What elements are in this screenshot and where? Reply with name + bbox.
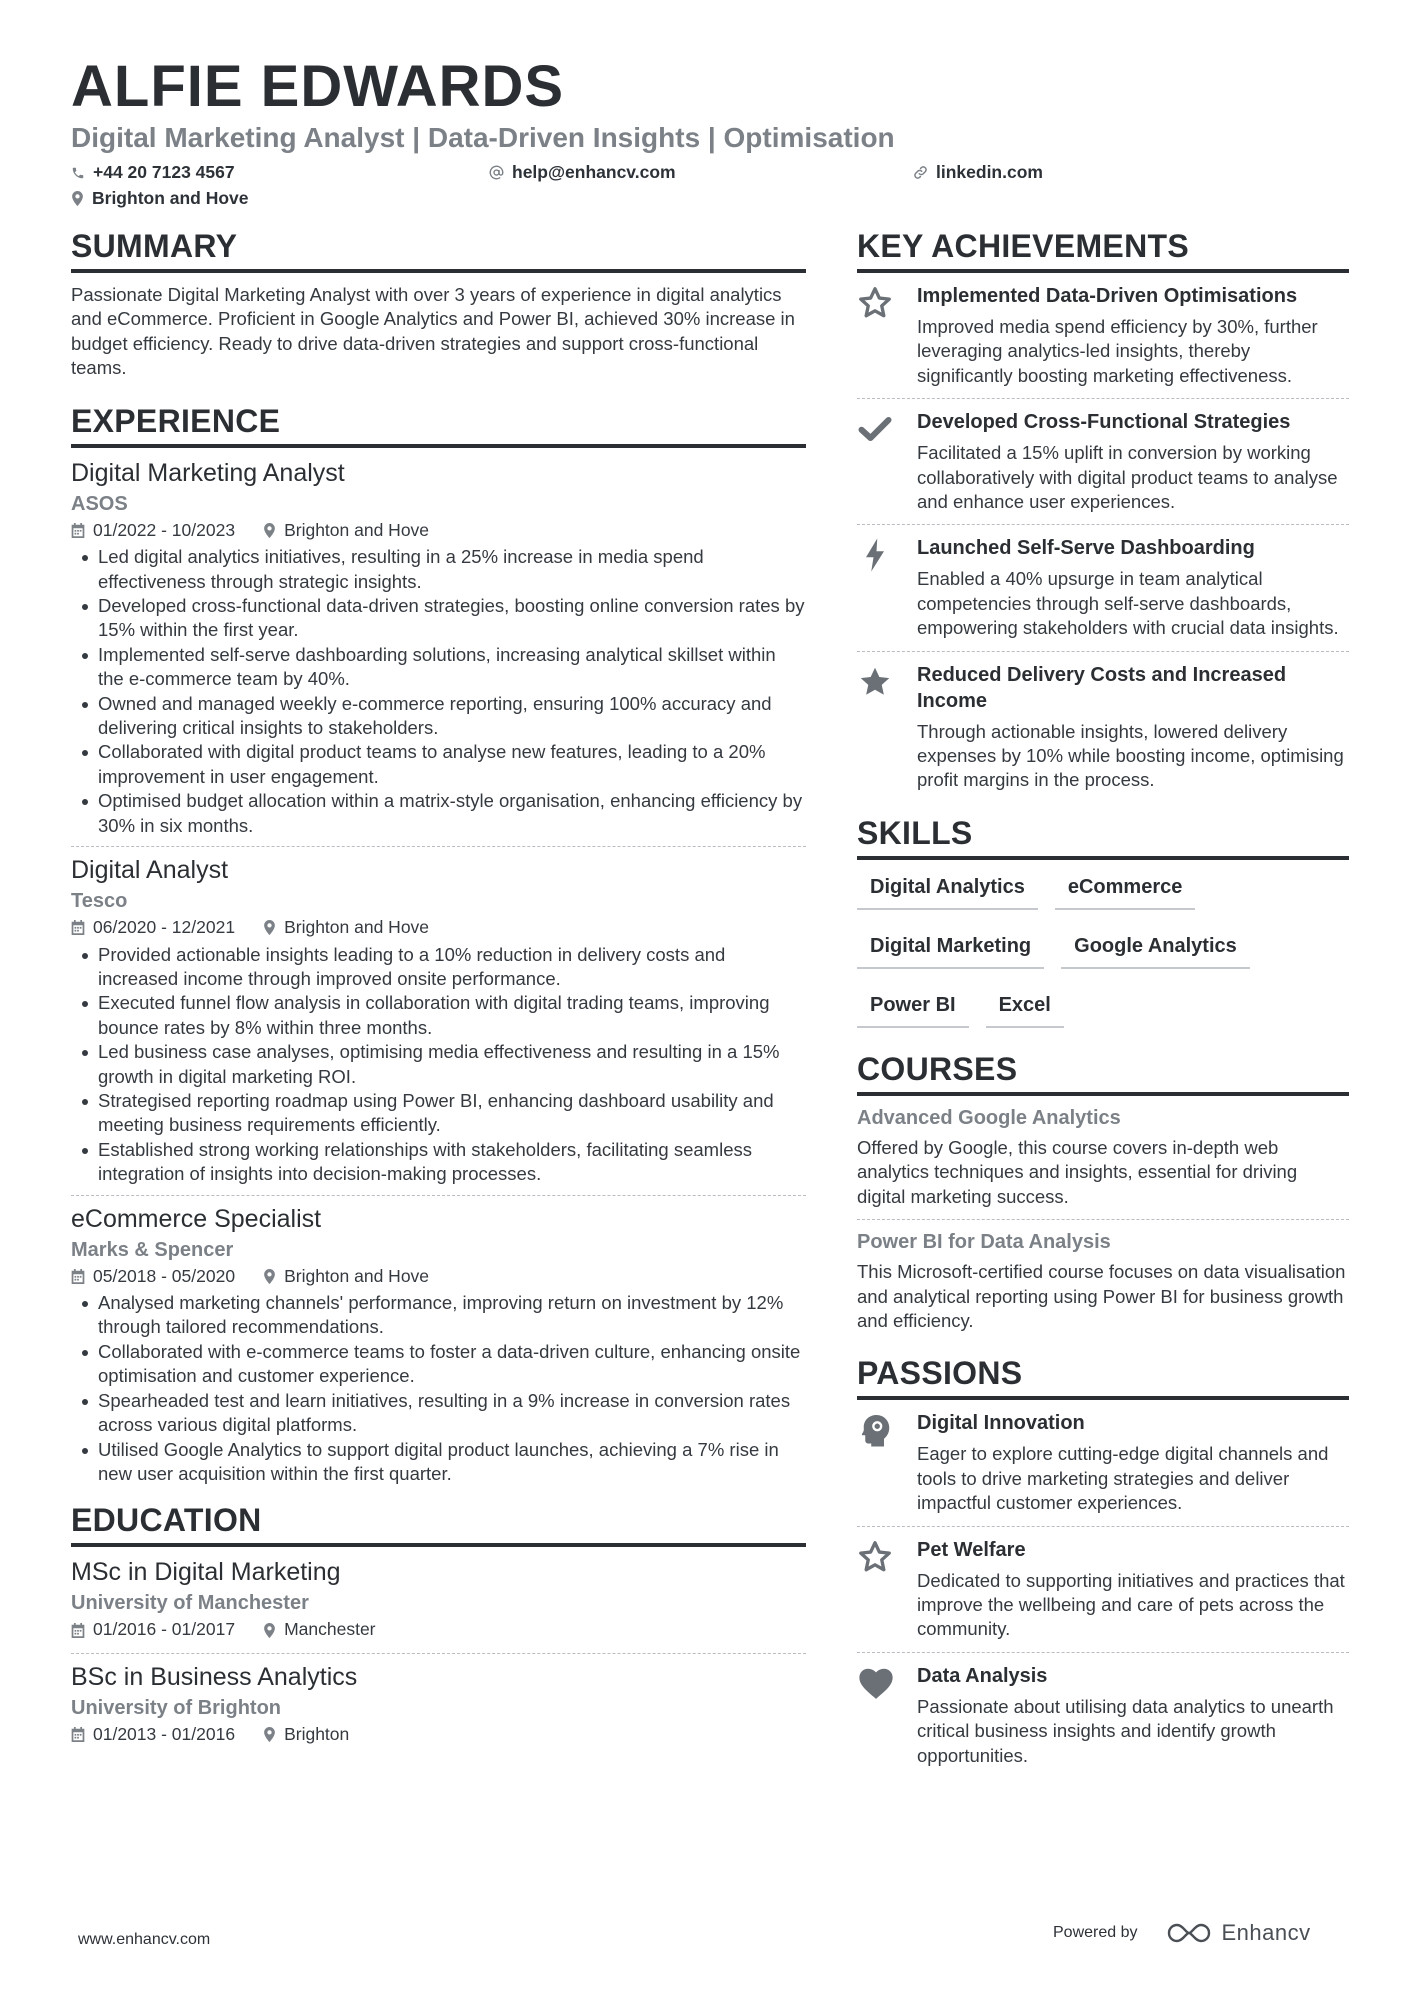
education-meta [71,1723,806,1744]
summary-section [71,230,806,381]
education-title: EDUCATION [71,1504,806,1547]
footer-branding [1053,1920,1311,1946]
bullet-item: Optimised budget allocation within a matrix-style organisation, enhancing efficiency by 30% in six months. [71,789,806,838]
calendar-icon [71,920,85,935]
course-text: This Microsoft-certified course focuses on data visualisation and analytical reporting using Power BI for business growth and efficiency. [857,1261,1346,1331]
location-pin-icon [263,920,276,935]
left-column [71,230,806,1765]
star-outline-icon [857,1539,893,1575]
summary-text: Passionate Digital Marketing Analyst with over 3 years of experience in digital analytics and eCommerce. Proficient in Google Analytics and Power BI, achieved 30% increase in budget efficiency. Ready to drive data-driven strategies and support cross-functional teams. [71,284,795,379]
contact-phone [71,162,235,183]
star-filled-icon [857,664,893,700]
course-item [857,1106,1349,1220]
enhancv-logo-icon [1166,1921,1212,1945]
job-title: eCommerce Specialist [71,1204,322,1233]
summary-title: SUMMARY [71,230,806,273]
education-item [71,1662,806,1758]
achievement-title: Developed Cross-Functional Strategies [917,411,1291,434]
bullet-item: Spearheaded test and learn initiatives, resulting in a 9% increase in conversion rates across various digital platforms. [71,1389,806,1438]
bullet-item: Led digital analytics initiatives, resulting in a 25% increase in media spend effectiveness through strategic insights. [71,545,806,594]
bullet-item: Implemented self-serve dashboarding solutions, increasing analytical skillset within the e-commerce team by 40%. [71,643,806,692]
education-meta [71,1621,806,1639]
achievement-icon-wrap [857,535,917,640]
school-name: University of Manchester [71,1592,309,1615]
location-pin-icon [71,191,84,206]
experience-item [71,1204,806,1495]
contact-location [71,188,249,209]
at-icon [489,165,504,180]
passion-title: Data Analysis [917,1664,1048,1687]
link-icon [913,165,928,180]
bullet-item: Led business case analyses, optimising media effectiveness and resulting in a 15% growth in digital marketing ROI. [71,1040,806,1089]
achievement-text: Improved media spend efficiency by 30%, further leveraging analytics-led insights, thereby significantly boosting marketing effectiveness. [917,316,1318,386]
phone-text: +44 20 7123 4567 [93,162,235,182]
bullet-item: Collaborated with digital product teams to analyse new features, leading to a 20% improvement in user engagement. [71,740,806,789]
head-icon [857,1412,893,1448]
location-pin-icon [263,523,276,538]
course-title: Advanced Google Analytics [857,1106,1121,1129]
skills-list [857,870,1349,1047]
education-dates: 01/2016 - 01/2017 [93,1619,236,1640]
experience-section [71,402,806,1495]
experience-title: EXPERIENCE [71,405,806,448]
achievement-title: Launched Self-Serve Dashboarding [917,537,1255,560]
company-name: ASOS [71,492,128,515]
job-title: Digital Marketing Analyst [71,458,345,487]
passion-item [857,1537,1349,1653]
skill-tag: Google Analytics [1061,929,1250,969]
passion-item [857,1410,1349,1526]
job-dates: 06/2020 - 12/2021 [93,917,236,937]
contact-email[interactable] [489,162,676,183]
achievement-text: Enabled a 40% upsurge in team analytical competencies through self-serve dashboards, empowering stakeholders with crucial data insights. [917,568,1339,639]
calendar-icon [71,1269,85,1284]
passion-title: Digital Innovation [917,1412,1085,1435]
calendar-icon [71,1623,85,1638]
job-meta [71,1265,806,1286]
checkmark-icon [857,411,893,447]
candidate-tagline: Digital Marketing Analyst | Data-Driven Insights | Optimisation [71,122,895,153]
job-bullets [71,1291,806,1486]
course-title: Power BI for Data Analysis [857,1231,1111,1254]
job-location: Brighton and Hove [284,917,430,937]
skills-title: SKILLS [857,817,1349,860]
skill-tag: Power BI [857,988,969,1028]
bullet-item: Developed cross-functional data-driven strategies, boosting online conversion rates by 15% within the first year. [71,594,806,643]
education-item [71,1557,806,1654]
achievements-section [857,230,1349,803]
passion-text: Dedicated to supporting initiatives and practices that improve the wellbeing and care of pets across the community. [917,1569,1345,1640]
job-bullets [71,545,806,838]
lightning-icon [857,537,893,573]
job-dates: 05/2018 - 05/2020 [93,1265,236,1286]
achievement-title: Implemented Data-Driven Optimisations [917,285,1298,307]
achievement-text: Facilitated a 15% uplift in conversion by working collaboratively with digital product teams to analyse and enhance user experiences. [917,442,1338,513]
right-column [857,230,1349,1788]
passion-title: Pet Welfare [917,1538,1026,1561]
achievements-title: KEY ACHIEVEMENTS [857,230,1349,273]
bullet-item: Collaborated with e-commerce teams to foster a data-driven culture, enhancing onsite optimisation and customer experience. [71,1340,806,1389]
achievement-icon-wrap [857,409,917,514]
job-meta [71,919,806,937]
passion-icon-wrap [857,1537,917,1642]
bullet-item: Owned and managed weekly e-commerce reporting, ensuring 100% accuracy and delivering critical insights to stakeholders. [71,692,806,741]
job-bullets [71,943,806,1187]
star-outline-icon [857,285,893,321]
bullet-item: Strategised reporting roadmap using Power BI, enhancing dashboard usability and meeting business requirements efficiently. [71,1089,806,1138]
job-meta [71,519,806,540]
company-name: Marks & Spencer [71,1238,234,1261]
calendar-icon [71,1727,85,1742]
achievement-icon-wrap [857,283,917,388]
job-title: Digital Analyst [71,856,229,884]
job-location: Brighton and Hove [284,1265,430,1286]
courses-section [857,1050,1349,1343]
skill-tag: Excel [986,988,1064,1028]
heart-icon [857,1665,895,1701]
degree-title: BSc in Business Analytics [71,1662,358,1691]
skill-tag: Digital Analytics [857,870,1038,910]
passion-text: Eager to explore cutting-edge digital channels and tools to drive marketing strategies and deliver impactful customer experiences. [917,1443,1329,1514]
bullet-item: Established strong working relationships with stakeholders, facilitating seamless integration of insights into decision-making processes. [71,1138,806,1187]
achievement-item [857,409,1349,525]
location-pin-icon [263,1269,276,1284]
contact-bar [71,160,1351,210]
linkedin-text: linkedin.com [936,162,1043,182]
passions-title: PASSIONS [857,1357,1349,1400]
courses-title: COURSES [857,1053,1349,1096]
achievement-title: Reduced Delivery Costs and Increased Income [917,663,1287,712]
course-item [857,1230,1349,1343]
passion-icon-wrap [857,1663,917,1768]
passions-section [857,1357,1349,1778]
education-location: Brighton [284,1723,350,1744]
location-pin-icon [263,1727,276,1742]
passion-icon-wrap [857,1410,917,1515]
powered-by-label: Powered by [1053,1924,1138,1941]
achievement-icon-wrap [857,662,917,793]
brand-name: Enhancv [1221,1920,1311,1945]
achievement-text: Through actionable insights, lowered delivery expenses by 10% while boosting income, optimising profit margins in the process. [917,720,1344,791]
email-text: help@enhancv.com [512,162,676,182]
achievement-item [857,283,1349,399]
skills-section [857,814,1349,1047]
calendar-icon [71,523,85,538]
company-name: Tesco [71,890,128,912]
bullet-item: Executed funnel flow analysis in collaboration with digital trading teams, improving bounce rates by 8% within three months. [71,991,806,1040]
bullet-item: Analysed marketing channels' performance, improving return on investment by 12% through tailored recommendations. [71,1291,806,1340]
experience-item [71,855,806,1196]
achievement-item [857,662,1349,803]
bullet-item: Utilised Google Analytics to support digital product launches, achieving a 7% rise in new user acquisition within the first quarter. [71,1438,806,1487]
experience-item [71,458,806,847]
education-location: Manchester [284,1619,376,1640]
footer-website[interactable]: www.enhancv.com [78,1931,211,1948]
bullet-item: Provided actionable insights leading to a 10% reduction in delivery costs and increased income through improved onsite performance. [71,943,806,992]
phone-icon [71,166,85,180]
skill-tag: eCommerce [1055,870,1196,910]
location-pin-icon [263,1623,276,1638]
degree-title: MSc in Digital Marketing [71,1558,341,1587]
achievement-item [857,535,1349,651]
course-text: Offered by Google, this course covers in-depth web analytics techniques and insights, essential for driving digital marketing success. [857,1136,1298,1207]
education-section [71,1504,806,1757]
contact-linkedin[interactable] [913,162,1043,183]
location-text: Brighton and Hove [92,188,249,208]
passion-item [857,1663,1349,1778]
job-location: Brighton and Hove [284,519,430,540]
passion-text: Passionate about utilising data analytics to unearth critical business insights and identify growth opportunities. [917,1695,1334,1766]
candidate-name: ALFIE EDWARDS [71,54,565,119]
skill-tag: Digital Marketing [857,929,1044,969]
school-name: University of Brighton [71,1696,282,1719]
education-dates: 01/2013 - 01/2016 [93,1723,236,1744]
job-dates: 01/2022 - 10/2023 [93,519,236,540]
